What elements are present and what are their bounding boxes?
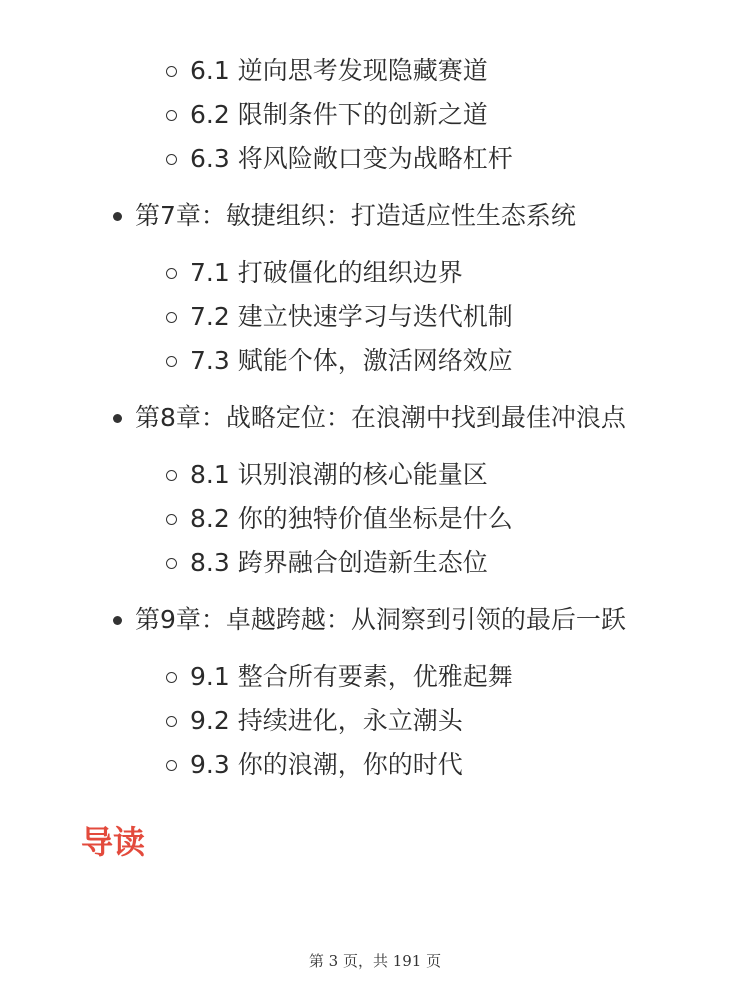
hollow-bullet-icon xyxy=(166,110,177,121)
hollow-bullet-icon xyxy=(166,154,177,165)
hollow-bullet-icon xyxy=(166,356,177,367)
hollow-bullet-icon xyxy=(166,470,177,481)
hollow-bullet-icon xyxy=(166,716,177,727)
hollow-bullet-icon xyxy=(166,66,177,77)
hollow-bullet-icon xyxy=(166,268,177,279)
bullet-icon xyxy=(113,616,122,625)
hollow-bullet-icon xyxy=(166,760,177,771)
bullet-icon xyxy=(113,414,122,423)
hollow-bullet-icon xyxy=(166,312,177,323)
hollow-bullet-icon xyxy=(166,672,177,683)
section-heading: 导读 xyxy=(81,823,146,861)
hollow-bullet-icon xyxy=(166,514,177,525)
hollow-bullet-icon xyxy=(166,558,177,569)
bullet-icon xyxy=(113,212,122,221)
page-number-footer: 第 3 页，共 191 页 xyxy=(308,952,442,970)
